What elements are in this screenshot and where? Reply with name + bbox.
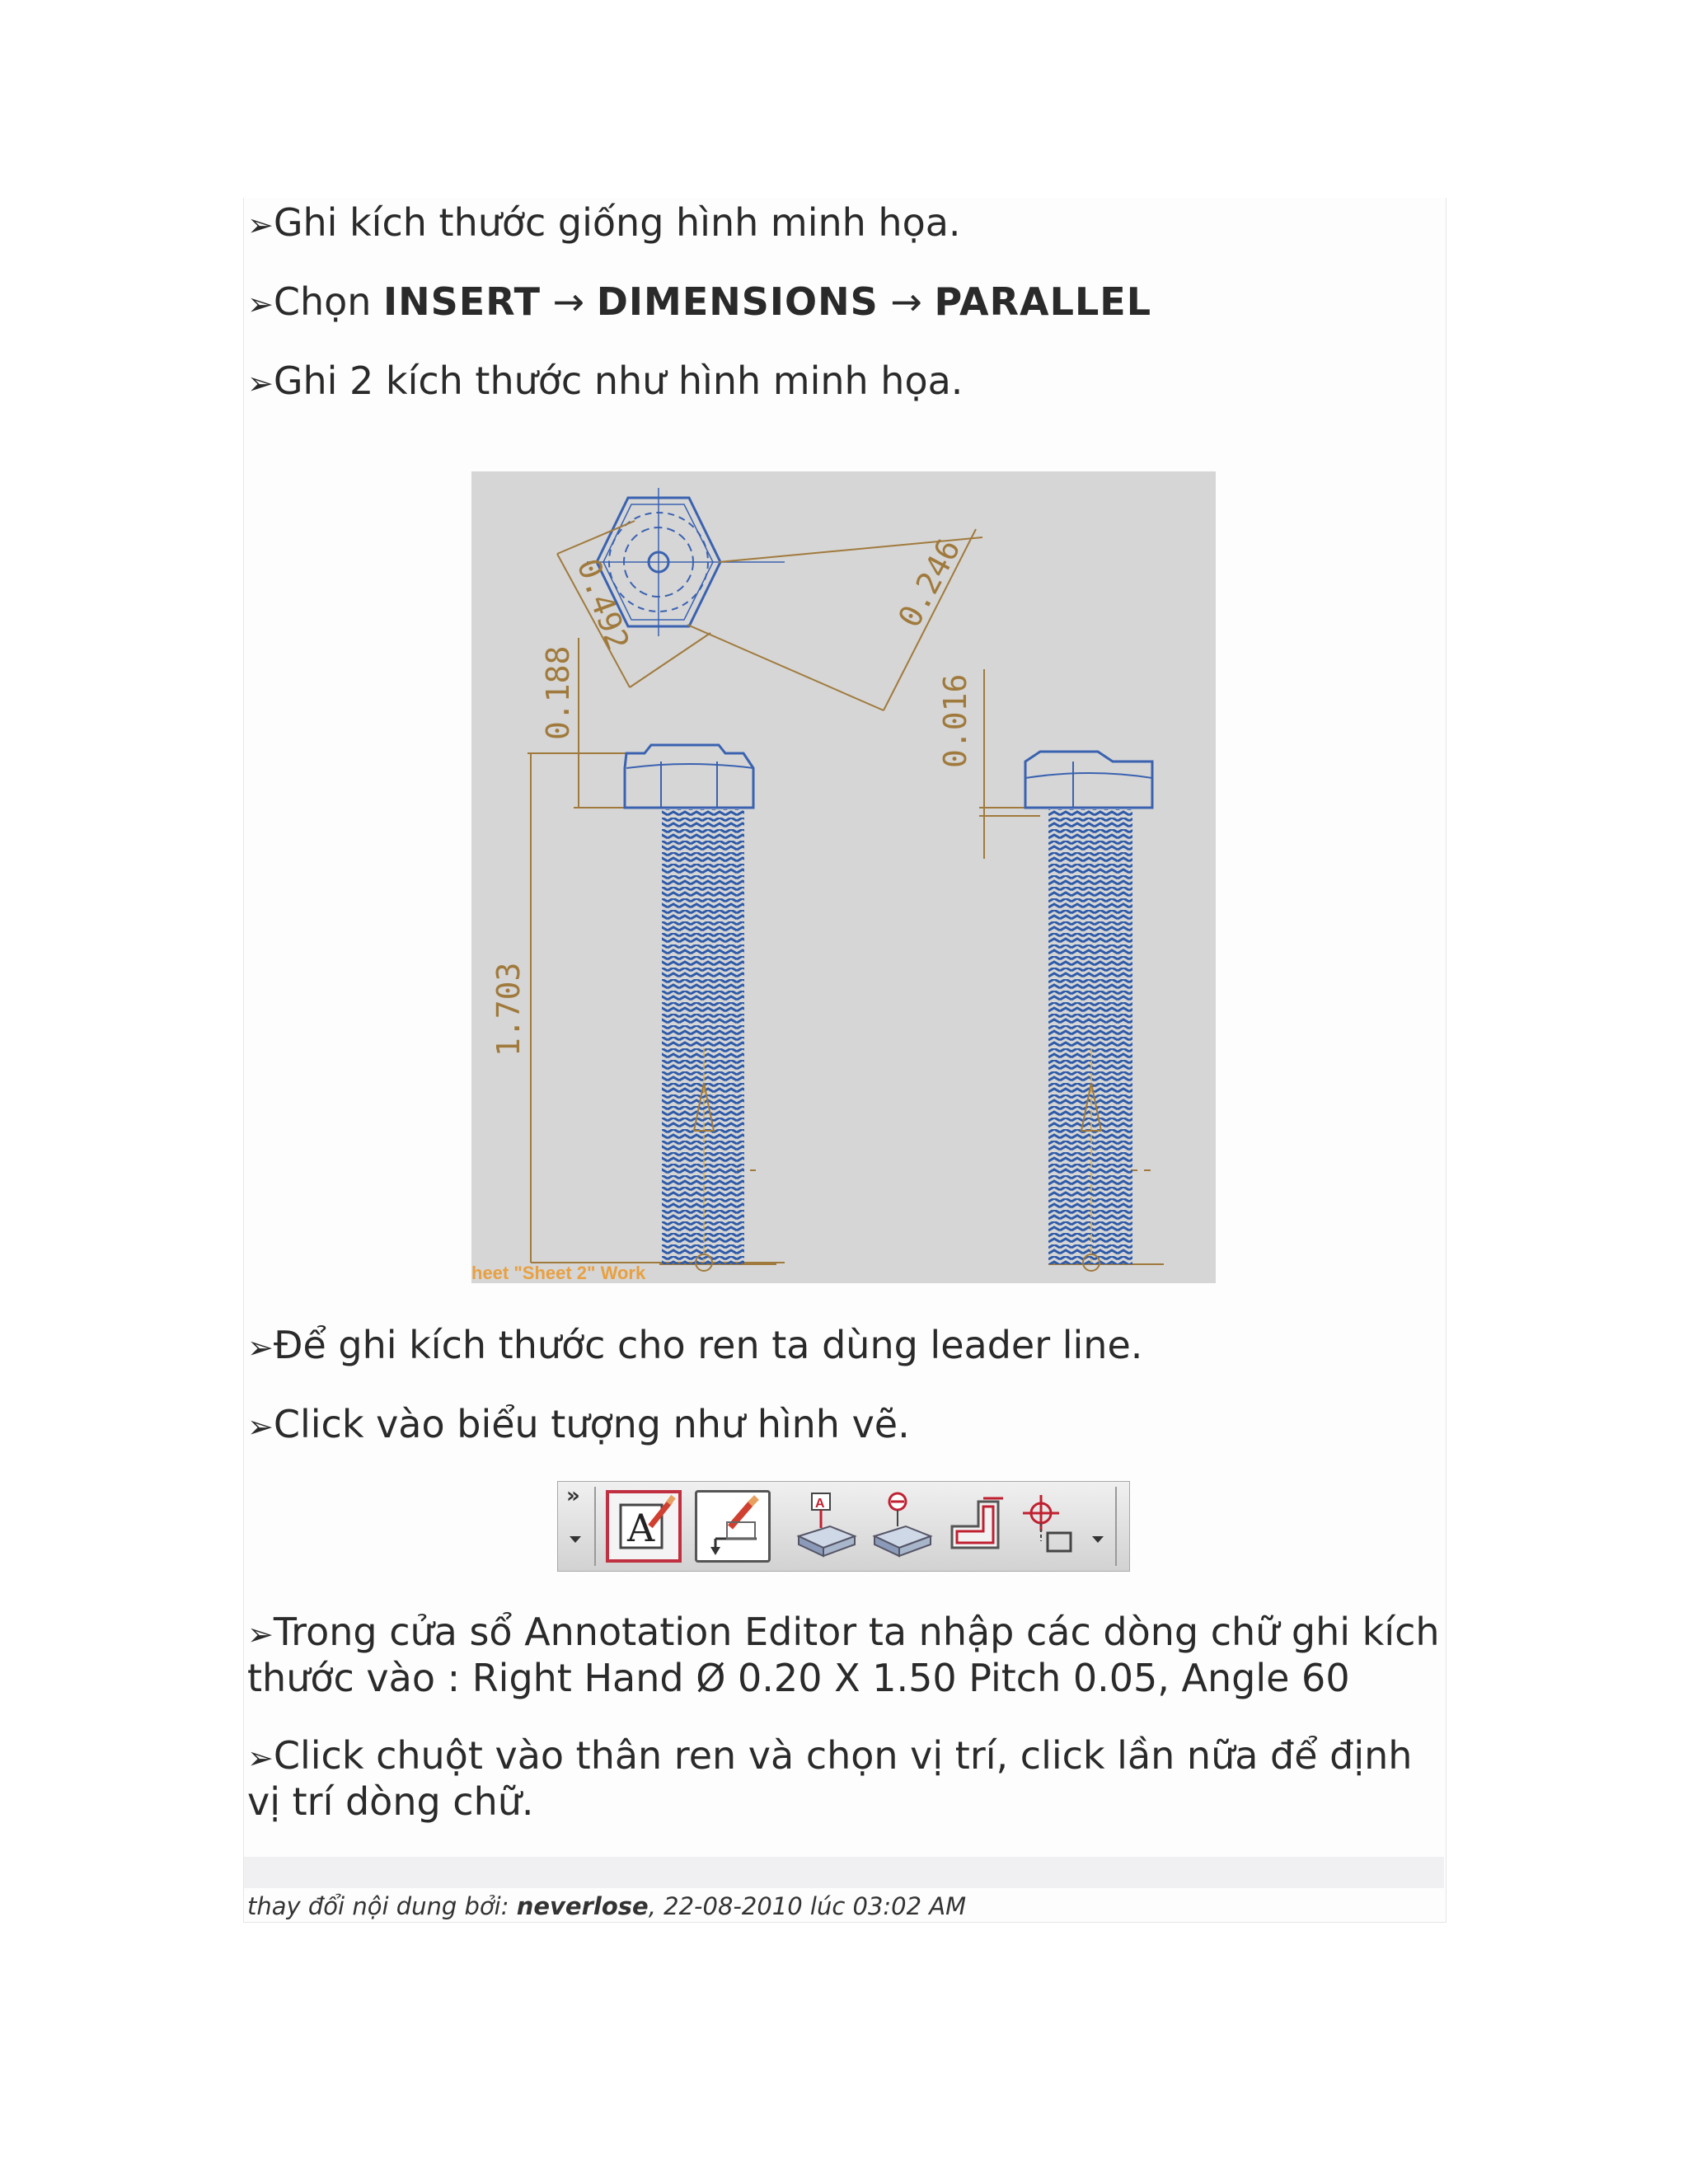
leader-pencil-icon	[697, 1493, 768, 1560]
center-mark-icon	[1016, 1490, 1090, 1563]
surface-annotation-icon	[789, 1490, 863, 1563]
svg-text:A: A	[815, 1497, 825, 1511]
note-annotation-button[interactable]	[606, 1490, 682, 1563]
menu-parallel: PARALLEL	[934, 279, 1152, 324]
leader-line-button[interactable]	[695, 1490, 771, 1563]
bullet-arrow-icon: ➢	[247, 1329, 274, 1366]
bullet-arrow-icon: ➢	[247, 1740, 274, 1776]
footer-separator	[244, 1857, 1444, 1888]
toolbar-separator	[1115, 1487, 1117, 1566]
menu-path-line: ➢Chọn INSERT → DIMENSIONS → PARALLEL	[247, 279, 1152, 324]
bullet-line-6-cont: vị trí dòng chữ.	[247, 1779, 534, 1824]
menu-separator: →	[890, 279, 922, 324]
dim-0246-label: 0.246	[891, 532, 968, 634]
center-mark-button[interactable]	[1016, 1490, 1092, 1563]
dim-0016-label: 0.016	[937, 673, 973, 768]
weld-symbol-button[interactable]	[940, 1490, 1016, 1563]
chevron-down-icon[interactable]	[1092, 1536, 1104, 1543]
annotation-toolbar	[557, 1481, 1130, 1572]
chevron-down-icon[interactable]	[570, 1536, 581, 1543]
bullet-arrow-icon: ➢	[247, 1408, 274, 1445]
toolbar-overflow-icon[interactable]: »	[566, 1483, 580, 1508]
corner-weld-icon	[940, 1490, 1015, 1563]
bullet-arrow-icon: ➢	[247, 286, 274, 322]
bullet-line-5: ➢Trong cửa sổ Annotation Editor ta nhập các dòng chữ ghi kích	[247, 1610, 1440, 1654]
bullet-line-1: ➢Ghi kích thước giống hình minh họa.	[247, 200, 961, 245]
edit-note	[247, 1892, 966, 1920]
drawing-svg	[471, 471, 1216, 1283]
menu-insert: INSERT	[383, 279, 541, 324]
bullet-line-6: ➢Click chuột vào thân ren và chọn vị trí, click lần nữa để định	[247, 1733, 1413, 1778]
datum-icon	[865, 1490, 939, 1563]
edit-note-prefix: thay đổi nội dung bởi:	[247, 1892, 509, 1920]
datum-annotation-button[interactable]	[865, 1490, 940, 1563]
menu-separator: →	[552, 279, 585, 324]
edit-note-author[interactable]: neverlose	[516, 1892, 649, 1920]
bullet-arrow-icon: ➢	[247, 1616, 274, 1652]
dim-0188-label: 0.188	[540, 645, 576, 740]
bullet-arrow-icon: ➢	[247, 207, 274, 243]
bullet-line-4: ➢Click vào biểu tượng như hình vẽ.	[247, 1402, 910, 1446]
bullet-line-5-cont: thước vào : Right Hand Ø 0.20 X 1.50 Pitch 0.05, Angle 60	[247, 1656, 1350, 1700]
edit-note-date: , 22-08-2010 lúc 03:02 AM	[648, 1892, 967, 1920]
dim-0492-label: 0.492	[570, 554, 637, 655]
surface-finish-button[interactable]	[789, 1490, 865, 1563]
right-bolt	[1025, 752, 1152, 1271]
sheet-tabs-label: heet "Sheet 2" Work	[471, 1263, 646, 1283]
dim-1703-label: 1.703	[490, 962, 527, 1057]
bolt-dimension-drawing	[471, 471, 1216, 1283]
text-annotation-icon	[609, 1493, 678, 1559]
menu-dimensions: DIMENSIONS	[596, 279, 879, 324]
toolbar-separator	[594, 1487, 596, 1566]
svg-text:A: A	[627, 1506, 655, 1550]
bullet-arrow-icon: ➢	[247, 365, 274, 401]
left-bolt	[625, 745, 753, 1271]
bullet-line-3: ➢Để ghi kích thước cho ren ta dùng leader line.	[247, 1323, 1143, 1367]
bullet-line-2: ➢Ghi 2 kích thước như hình minh họa.	[247, 359, 964, 403]
